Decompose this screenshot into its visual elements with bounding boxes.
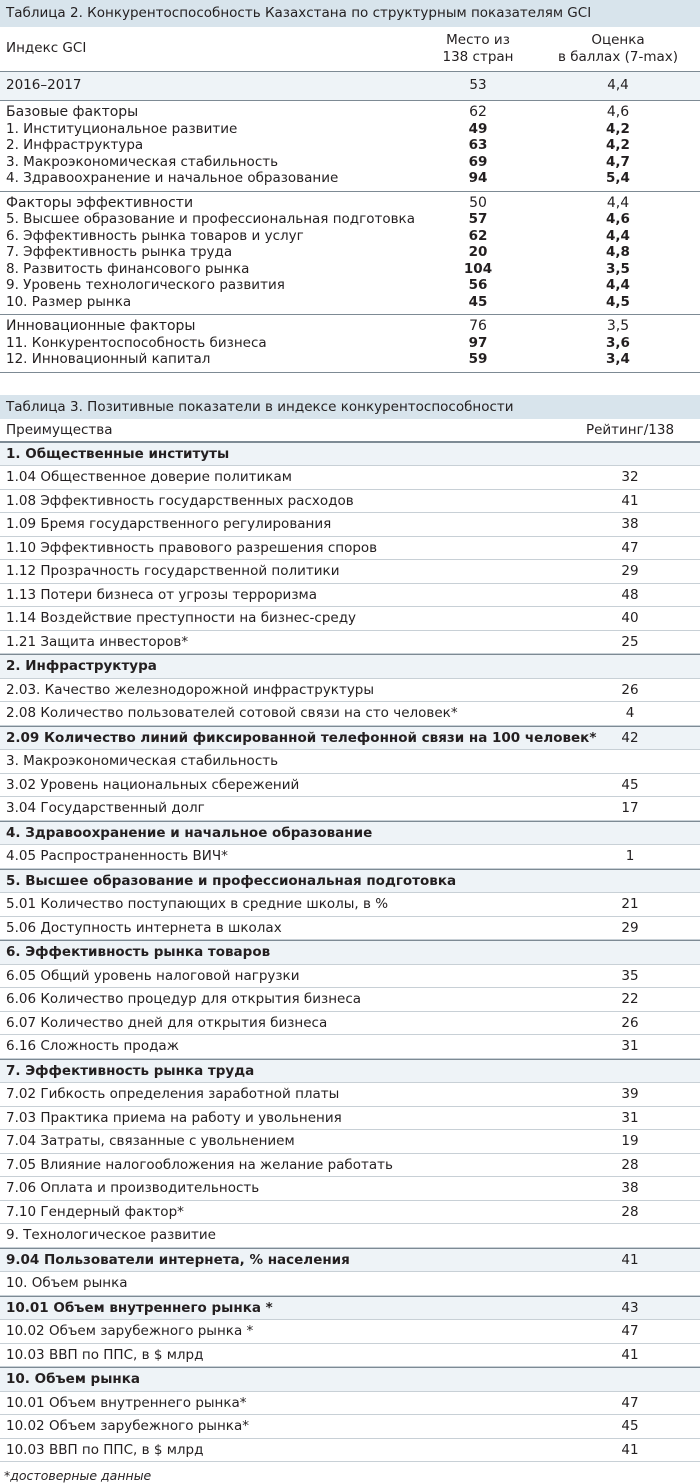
table3-header [0,419,700,442]
row-place: 69 [468,153,488,170]
year-score: 4,4 [607,77,629,93]
table2-row [0,294,700,311]
row-rating: 4 [625,705,635,721]
table3-row [0,1107,700,1131]
table3-row [0,917,700,941]
table2-year-row [0,72,700,101]
table2-caption: Таблица 2. Конкурентоспособность Казахстана по структурным показателям GCI [0,0,700,27]
row-place: 20 [468,244,488,260]
table3-caption: Таблица 3. Позитивные показатели в индексе конкурентоспособности [0,395,700,419]
row-place: 59 [468,351,488,367]
row-score: 4,8 [606,244,630,260]
row-score: 4,5 [606,293,630,310]
row-rating: 43 [621,1299,639,1316]
row-name: 10.02 Объем зарубежного рынка * [6,1323,254,1339]
table3-section-row [0,726,700,751]
row-rating: 38 [621,1180,639,1196]
table3-rows [0,442,700,1463]
row-name: 3.02 Уровень национальных сбережений [6,776,300,793]
row-name: 9.04 Пользователи интернета, % населения [6,1251,350,1268]
row-rating: 21 [621,896,639,912]
table2-row [0,170,700,187]
row-name: 10.02 Объем зарубежного рынка* [6,1418,249,1434]
row-name: 3. Макроэкономическая стабильность [6,153,279,170]
row-name: 2.08 Количество пользователей сотовой связи на сто человек* [6,705,458,721]
row-score: 4,4 [606,277,630,293]
table2-groups [0,101,700,373]
row-name: 10.03 ВВП по ППС, в $ млрд [6,1346,204,1363]
row-name: 10. Объем рынка [6,1371,141,1387]
row-name: 10.03 ВВП по ППС, в $ млрд [6,1441,204,1458]
row-rating: 31 [621,1109,639,1126]
row-name: 6.16 Сложность продаж [6,1038,179,1054]
table3-section-row [0,1059,700,1084]
row-name: 2.03. Качество железнодорожной инфраструктуры [6,681,375,698]
row-score: 4,2 [606,137,630,153]
row-score: 4,6 [606,211,630,227]
row-rating: 41 [621,1251,639,1268]
table3-section-row [0,750,700,774]
row-name: 9. Технологическое развитие [6,1227,216,1243]
row-rating: 29 [621,563,639,579]
row-name: 5. Высшее образование и профессиональная подготовка [6,872,457,889]
row-name: 10. Размер рынка [6,293,132,310]
group-score: 3,5 [606,318,630,334]
table3-section-row [0,1367,700,1392]
row-score: 5,4 [606,170,630,186]
row-name: 9. Уровень технологического развития [6,277,285,293]
row-rating: 42 [621,729,639,746]
table3-row [0,1439,700,1463]
row-rating: 22 [621,991,639,1007]
table3-row [0,702,700,726]
table3-row [0,1177,700,1201]
table2-row [0,228,700,245]
table2-group-header [0,195,700,212]
row-place: 57 [468,211,488,227]
row-name: 6.06 Количество процедур для открытия бизнеса [6,991,362,1007]
row-name: 1.13 Потери бизнеса от угрозы терроризма [6,586,317,603]
row-rating: 26 [621,1014,639,1031]
table3-section-row [0,1224,700,1248]
row-name: 7.10 Гендерный фактор* [6,1203,184,1220]
table3-row [0,584,700,608]
group-name: Базовые факторы [6,104,139,120]
table3-row [0,490,700,514]
group-place: 50 [469,194,487,211]
row-place: 94 [468,170,488,186]
year-label: 2016–2017 [6,77,82,93]
group-score: 4,6 [606,104,630,120]
table2-row [0,244,700,261]
table3-section-row [0,442,700,467]
row-score: 4,4 [606,227,630,244]
table3-section-row [0,869,700,894]
row-name: 1. Институциональное развитие [6,120,238,137]
table3-row [0,466,700,490]
table3-row [0,1415,700,1439]
table3-section-row [0,1272,700,1296]
table3-section-row [0,821,700,846]
table2-col-score-line2: в баллах (7-max) [557,49,679,65]
row-name: 7.04 Затраты, связанные с увольнением [6,1133,295,1149]
group-name: Инновационные факторы [6,318,196,334]
table3-section-row [0,1248,700,1273]
table3-row [0,1154,700,1178]
row-name: 7. Эффективность рынка труда [6,244,233,260]
row-rating: 47 [621,1394,639,1411]
table3-row [0,1392,700,1416]
row-name: 4. Здравоохранение и начальное образование [6,170,339,186]
row-name: 1.12 Прозрачность государственной политики [6,563,340,579]
table2-row [0,351,700,368]
table3-row [0,1201,700,1225]
table3-row [0,1012,700,1036]
group-place: 62 [469,104,487,120]
row-rating: 47 [621,1323,639,1339]
row-name: 5.01 Количество поступающих в средние школы, в % [6,896,389,912]
row-name: 10.01 Объем внутреннего рынка * [6,1299,273,1316]
row-name: 2.09 Количество линий фиксированной телефонной связи на 100 человек* [6,729,597,746]
row-rating: 41 [621,1441,639,1458]
group-score: 4,4 [606,194,630,211]
table3-row [0,1320,700,1344]
row-rating: 45 [621,1418,639,1434]
row-name: 4. Здравоохранение и начальное образование [6,824,373,841]
row-name: 12. Инновационный капитал [6,351,211,367]
row-rating: 40 [621,610,639,626]
table3-row [0,1344,700,1368]
table2-group-header [0,318,700,335]
row-rating: 47 [621,539,639,556]
table3-section-row [0,1296,700,1321]
row-rating: 26 [621,681,639,698]
row-name: 10.01 Объем внутреннего рынка* [6,1394,247,1411]
row-place: 63 [468,137,488,153]
table2-col-place-line2: 138 стран [442,49,514,65]
row-rating: 17 [621,800,639,816]
year-place: 53 [469,77,487,93]
row-name: 1.21 Защита инвесторов* [6,633,189,650]
row-name: 5. Высшее образование и профессиональная подготовка [6,211,415,227]
table2-col-place-line1: Место из [446,32,510,48]
table3-row [0,513,700,537]
table3-col-rating: Рейтинг/138 [585,421,675,438]
group-name: Факторы эффективности [6,194,194,211]
row-name: 6.07 Количество дней для открытия бизнеса [6,1014,328,1031]
row-rating: 39 [621,1086,639,1102]
row-rating: 41 [621,1346,639,1363]
row-name: 10. Объем рынка [6,1275,128,1291]
row-rating: 31 [621,1038,639,1054]
row-rating: 28 [621,1156,639,1173]
table3-row [0,537,700,561]
table3-row [0,797,700,821]
row-rating: 28 [621,1203,639,1220]
table2-header [0,27,700,72]
table3-row [0,631,700,655]
row-rating: 1 [625,848,635,864]
table3-row [0,965,700,989]
table3-row [0,893,700,917]
table3-row [0,1130,700,1154]
table2-group [0,315,700,373]
row-rating: 32 [621,469,639,485]
table2-row [0,154,700,171]
row-place: 45 [468,293,488,310]
table3-row [0,560,700,584]
row-name: 6.05 Общий уровень налоговой нагрузки [6,967,300,984]
row-place: 104 [463,260,493,277]
table2-row [0,261,700,278]
row-rating: 45 [621,776,639,793]
footnote: *достоверные данные [4,1468,152,1483]
row-name: 3. Макроэкономическая стабильность [6,753,279,769]
row-name: 3.04 Государственный долг [6,800,205,816]
row-name: 7. Эффективность рынка труда [6,1062,255,1079]
table3-row [0,988,700,1012]
table2-group-header [0,104,700,121]
row-rating: 38 [621,516,639,532]
row-rating: 41 [621,492,639,509]
row-name: 7.05 Влияние налогообложения на желание работать [6,1156,393,1173]
table2-col-score-line1: Оценка [591,32,645,48]
table2-group [0,101,700,192]
table3-row [0,774,700,798]
table3-section-row [0,940,700,965]
row-name: 6. Эффективность рынка товаров [6,944,271,960]
row-rating: 48 [621,586,639,603]
row-score: 3,5 [606,260,630,277]
row-name: 6. Эффективность рынка товаров и услуг [6,227,304,244]
row-name: 8. Развитость финансового рынка [6,260,250,277]
table2-group [0,192,700,316]
row-rating: 35 [621,967,639,984]
table3-section-row [0,654,700,679]
table2-col-index: Индекс GCI [6,40,87,56]
table2-row [0,121,700,138]
row-name: 11. Конкурентоспособность бизнеса [6,334,267,351]
table2-row [0,137,700,154]
row-name: 1.09 Бремя государственного регулирования [6,516,332,532]
group-place: 76 [469,318,487,334]
row-rating: 25 [621,633,639,650]
row-score: 3,6 [606,334,630,351]
row-name: 1.04 Общественное доверие политикам [6,469,292,485]
row-score: 4,2 [606,120,630,137]
table2-col-score [548,32,688,66]
table3-row [0,845,700,869]
row-name: 7.02 Гибкость определения заработной платы [6,1086,340,1102]
table2-row [0,335,700,352]
row-name: 7.03 Практика приема на работу и увольнения [6,1109,342,1126]
table3-row [0,1035,700,1059]
row-name: 5.06 Доступность интернета в школах [6,919,282,936]
row-place: 97 [468,334,488,351]
table2-col-place [418,32,538,66]
row-name: 2. Инфраструктура [6,137,144,153]
row-place: 49 [468,120,488,137]
table3-row [0,1083,700,1107]
row-name: 2. Инфраструктура [6,658,157,674]
table2-row [0,277,700,294]
row-name: 1. Общественные институты [6,445,230,462]
row-place: 62 [468,227,488,244]
row-rating: 19 [621,1133,639,1149]
row-rating: 29 [621,919,639,936]
row-name: 7.06 Оплата и производительность [6,1180,260,1196]
table3-row [0,607,700,631]
row-score: 3,4 [606,351,630,367]
table2-row [0,211,700,228]
table3-col-advantages: Преимущества [6,421,113,438]
row-name: 4.05 Распространенность ВИЧ* [6,848,228,864]
row-name: 1.10 Эффективность правового разрешения споров [6,539,378,556]
table3-row [0,679,700,703]
row-place: 56 [468,277,488,293]
row-name: 1.14 Воздействие преступности на бизнес-среду [6,610,357,626]
row-name: 1.08 Эффективность государственных расходов [6,492,354,509]
row-score: 4,7 [606,153,630,170]
